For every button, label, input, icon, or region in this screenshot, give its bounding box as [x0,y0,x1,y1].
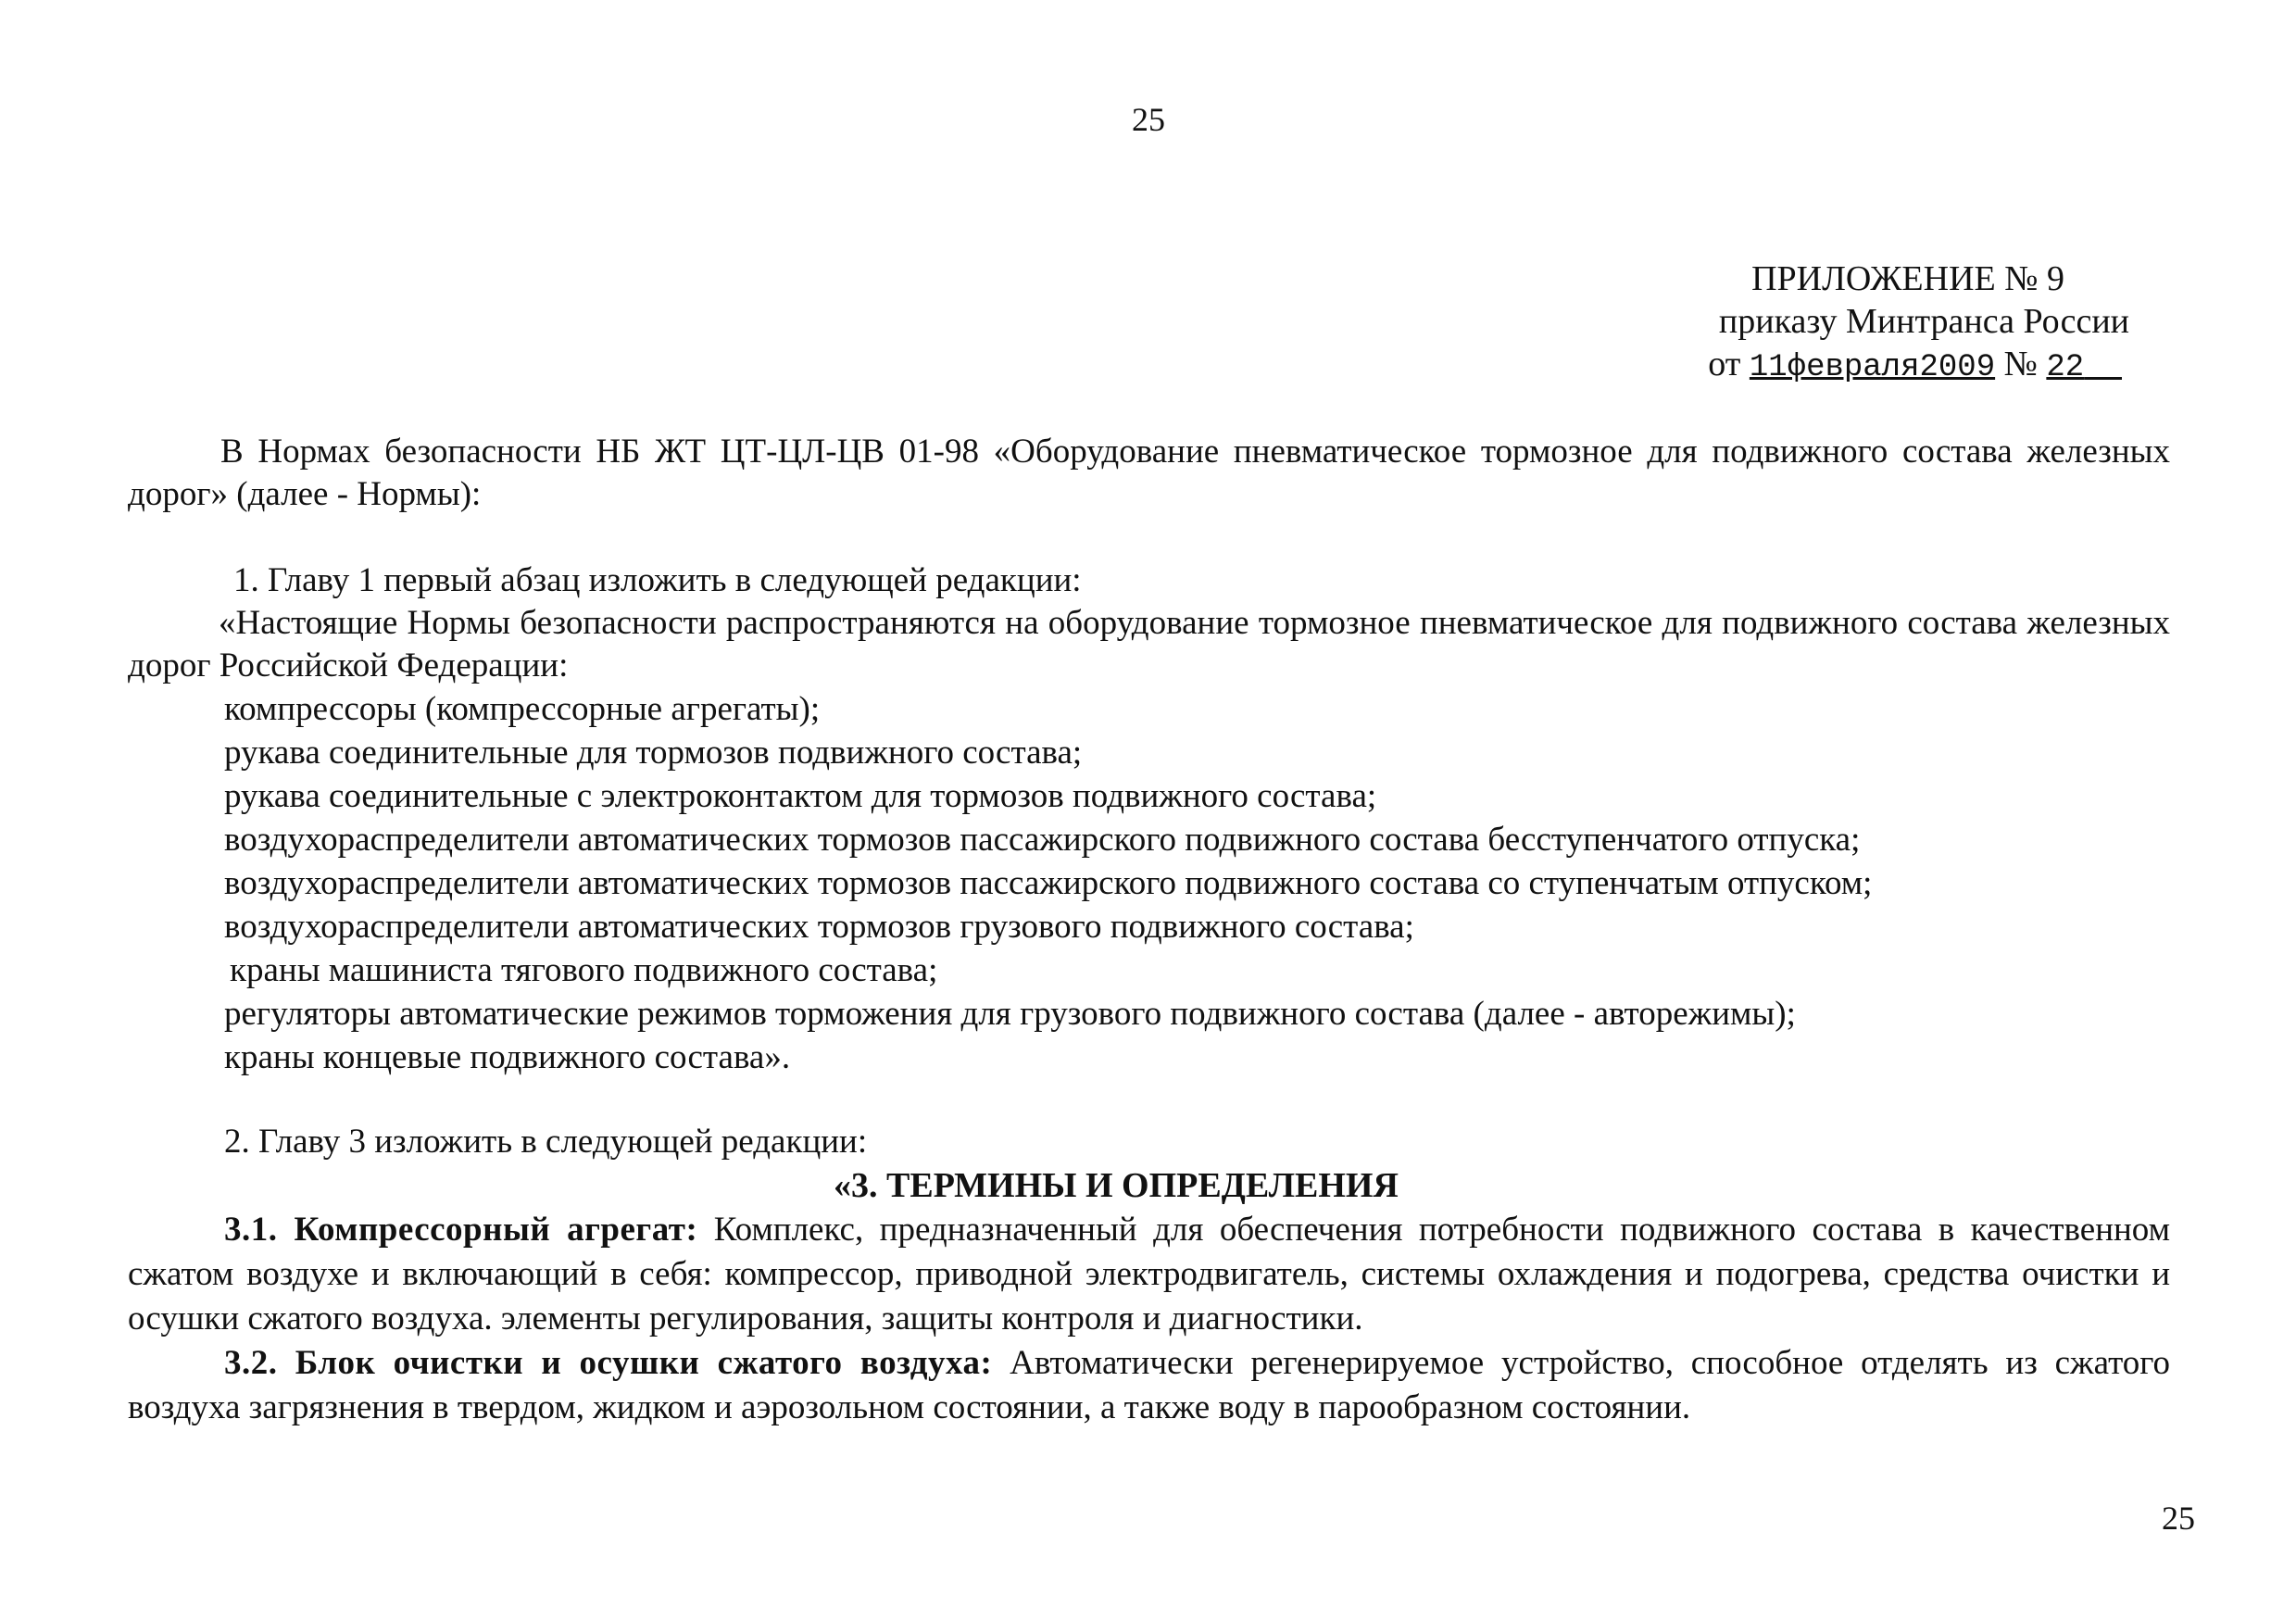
appendix-order-line [1708,343,2122,389]
term-text: Автоматически регенерируемое устройство, способное отделять из сжатого воздуха загрязнения в твердом, жидком и аэрозольном состоянии, а также воду в парообразном состоянии. [128,1344,2171,1426]
order-number: 22 [2046,350,2085,385]
list-item: воздухораспределители автоматических тормозов пассажирского подвижного состава бесступенчатого отпуска; [224,821,1861,859]
appendix-order-text: приказу Минтранса России [1718,302,2129,341]
list-item: воздухораспределители автоматических тормозов грузового подвижного состава; [224,908,1414,946]
item1-heading: 1. Главу 1 первый абзац изложить в следующей редакции: [233,561,1082,599]
page-number-top: 25 [1132,101,1165,138]
term-definition [128,1208,2170,1341]
item1-quote-start: «Настоящие Нормы безопасности распространяются на оборудование тормозное пневматическое для подвижного состава железных дорог Российской Федерации: [128,604,2170,684]
item2-heading: 2. Главу 3 изложить в следующей редакции: [224,1123,868,1161]
appendix-header [1708,257,2129,389]
list-item: рукава соединительные с электроконтактом для тормозов подвижного состава; [224,777,1377,815]
list-item: регуляторы автоматические режимов торможения для грузового подвижного состава (далее - авторежимы); [224,995,1796,1033]
order-date: 11февраля2009 [1749,350,1996,385]
appendix-title: ПРИЛОЖЕНИЕ № 9 [1751,259,2064,298]
list-item: краны концевые подвижного состава». [224,1038,791,1076]
list-item: воздухораспределители автоматических тормозов пассажирского подвижного состава со ступенчатым отпуском; [224,864,1873,902]
page-number-bottom: 25 [2162,1500,2195,1537]
term-name: 3.1. Компрессорный агрегат: [224,1211,698,1249]
number-sign: № [2003,345,2038,383]
document-body [128,431,2170,1430]
term-name: 3.2. Блок очистки и осушки сжатого воздуха: [224,1344,993,1382]
term-definition [128,1341,2170,1430]
section-title: «3. ТЕРМИНЫ И ОПРЕДЕЛЕНИЯ [834,1166,1399,1205]
list-item: рукава соединительные для тормозов подвижного состава; [224,734,1083,772]
intro-paragraph: В Нормах безопасности НБ ЖТ ЦТ-ЦЛ-ЦВ 01-98 «Оборудование пневматическое тормозное для подвижного состава железных дорог» (далее - Нормы): [128,433,2170,513]
date-prefix: от [1708,345,1741,383]
list-item: краны машиниста тягового подвижного состава; [230,951,938,989]
term-text: Комплекс, предназначенный для обеспечения потребности подвижного состава в качественном сжатом воздухе и включающий в себя: компрессор, приводной электродвигатель, системы охлаждения и подогрева, средства очистки и осушки сжатого воздуха. элементы регулирования, защиты контроля и диагностики. [128,1211,2171,1337]
list-item: компрессоры (компрессорные агрегаты); [224,690,821,728]
